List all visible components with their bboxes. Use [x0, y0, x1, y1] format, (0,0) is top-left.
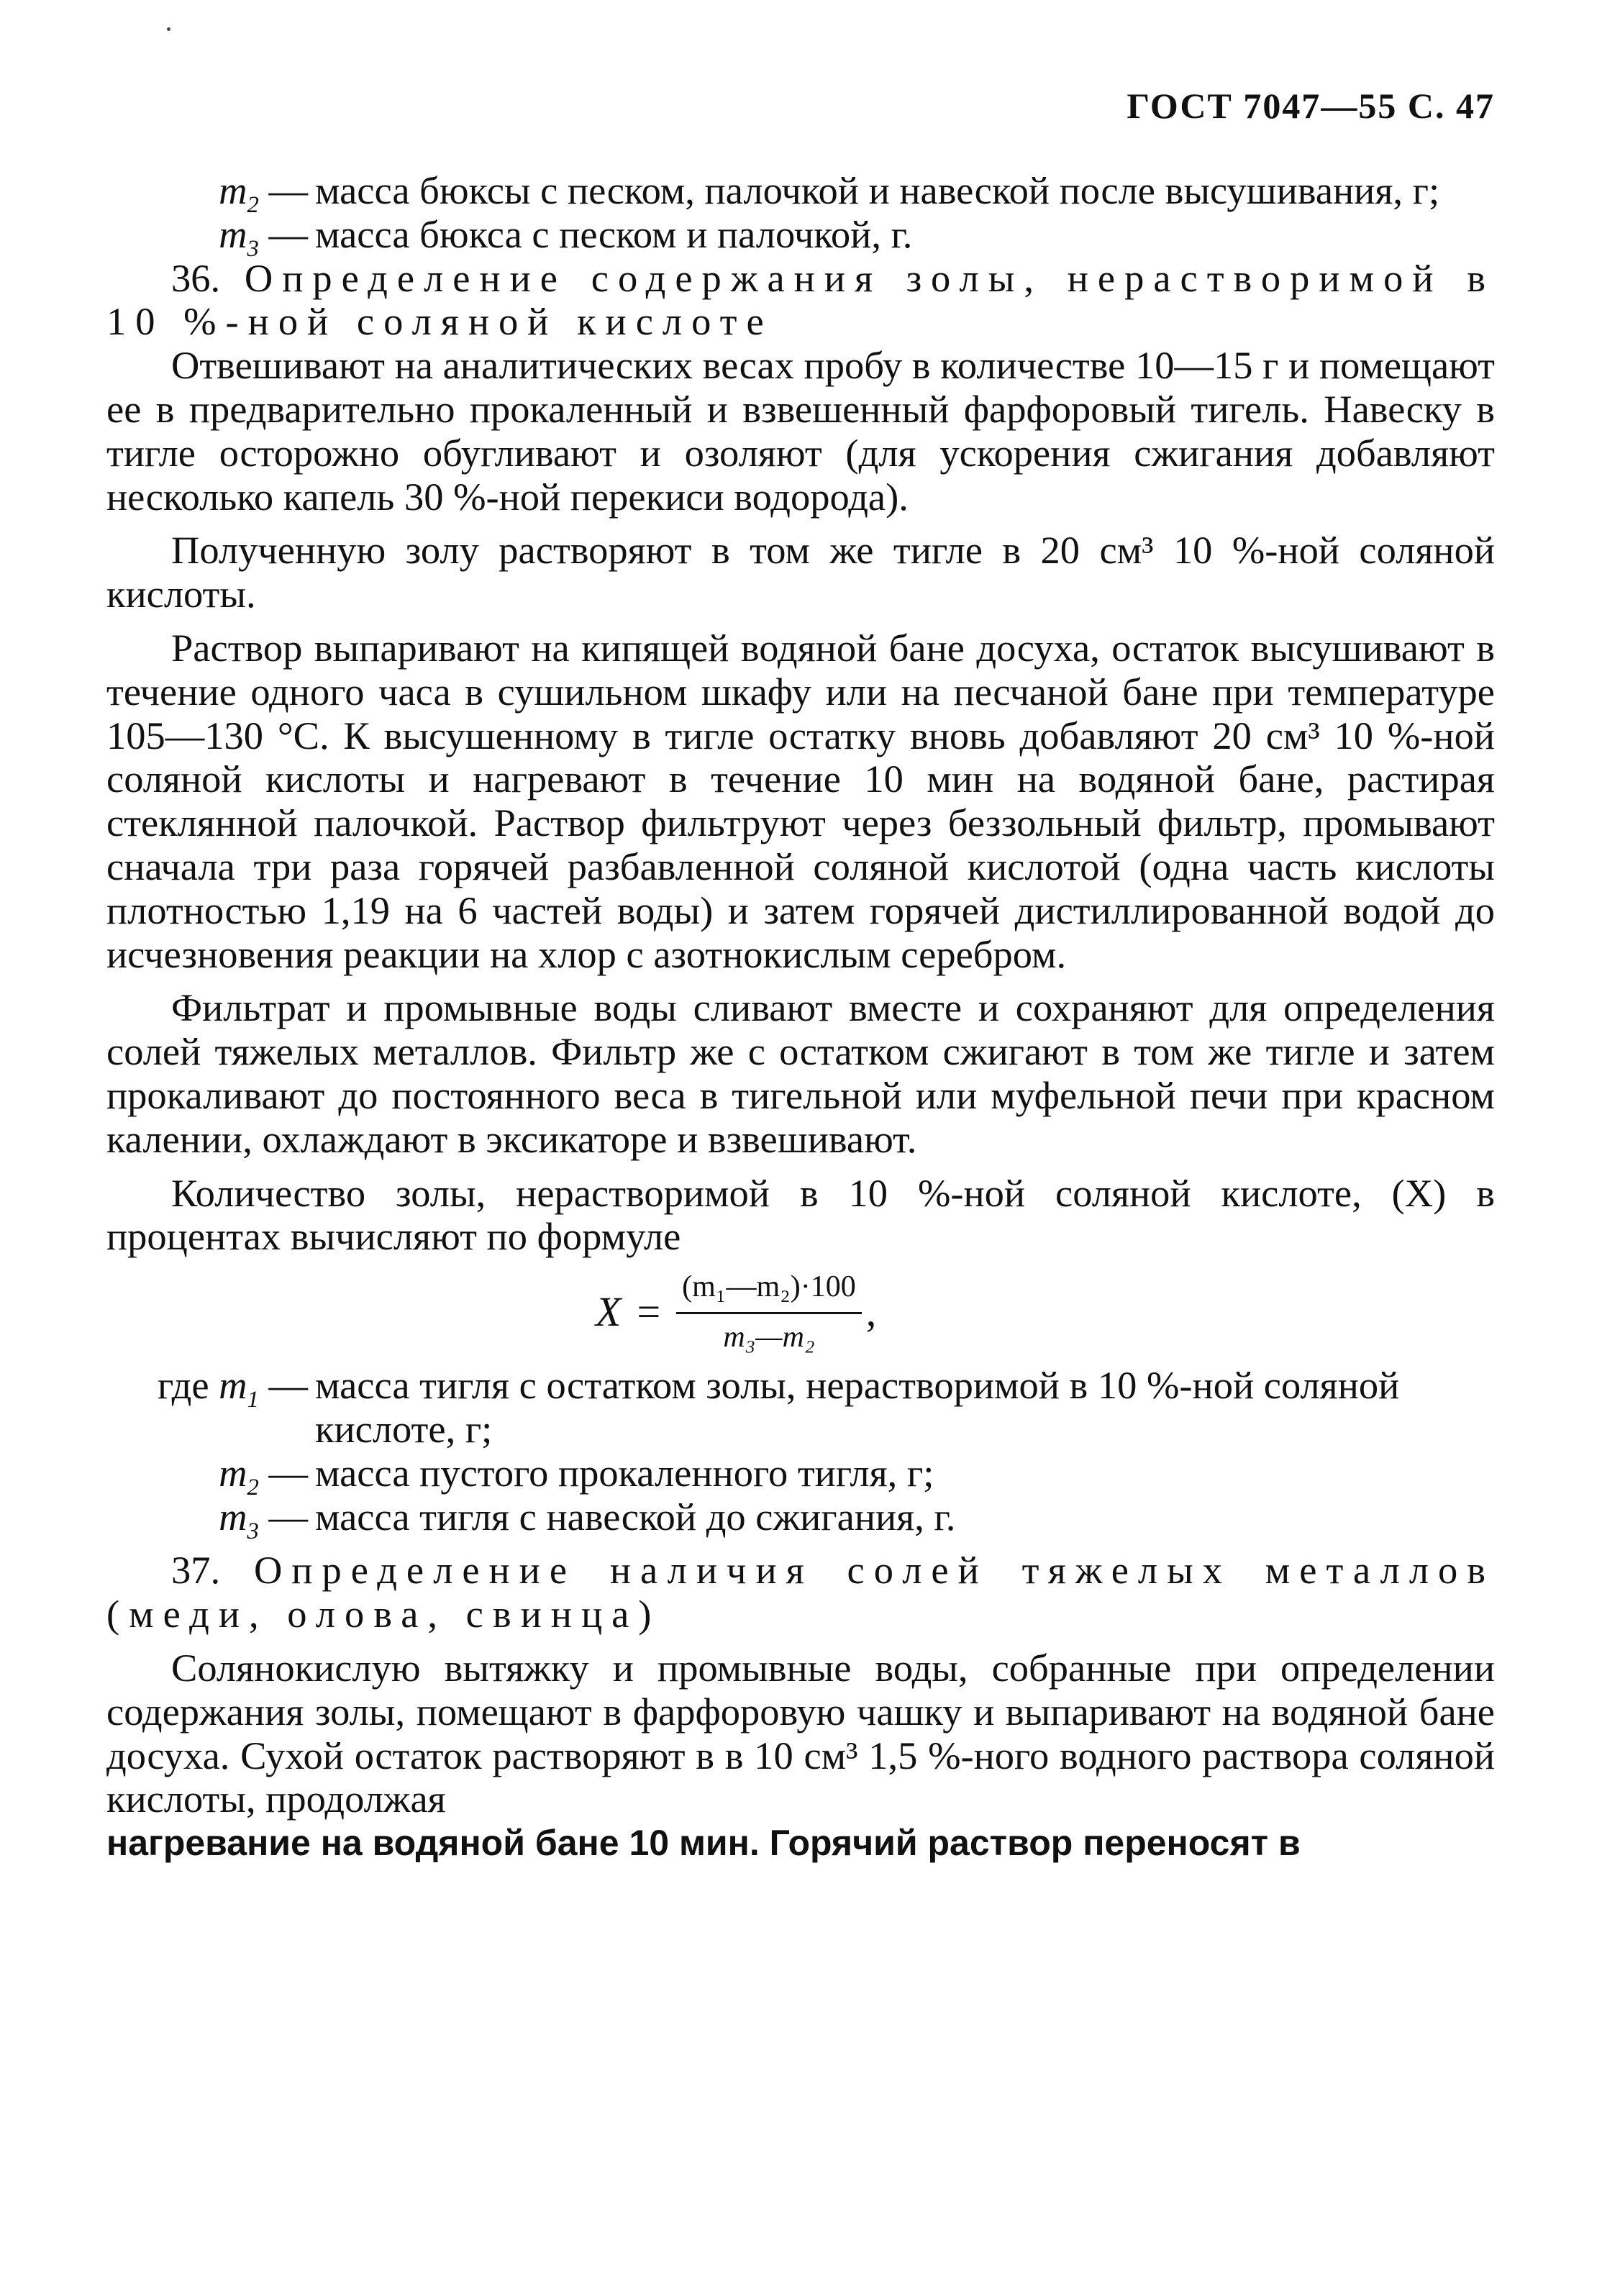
- formula-trail: ,: [865, 1288, 877, 1335]
- definition-symbol: $m_2$ —: [219, 1450, 308, 1500]
- definition-symbol: $m_2$ —: [219, 168, 308, 218]
- definition-m2: [106, 1450, 1495, 1500]
- section-36-heading: [106, 257, 1495, 345]
- paragraph: Полученную золу растворяют в том же тигле в 20 см³ 10 %-ной соляной кислоты.: [106, 528, 1495, 616]
- document-body: [106, 169, 1495, 1865]
- definition-m3-top: [106, 211, 1495, 262]
- section-title: Определение наличия солей тяжелых металлов (меди, олова, свинца): [106, 1548, 1496, 1636]
- paragraph: Количество золы, нерастворимой в 10 %-ной соляной кислоте, (X) в процентах вычисляют по формуле: [106, 1170, 1495, 1259]
- definition-text: масса бюкса с песком и палочкой, г.: [315, 211, 913, 256]
- definition-symbol: где $m_1$ —: [157, 1363, 308, 1413]
- paragraph-last-line: нагревание на водяной бане 10 мин. Горячий раствор переносят в: [106, 1823, 1301, 1864]
- definition-text: масса тигля с навеской до сжигания, г.: [315, 1494, 956, 1539]
- formula-denominator: m₃—m₂: [723, 1320, 815, 1354]
- definition-m1: [106, 1364, 1495, 1452]
- paragraph: Отвешивают на аналитических весах пробу в количестве 10—15 г и помещают ее в предварительно прокаленный и взвешенный фарфоровый тигель. Навеску в тигле осторожно обугливают и озоляют (для ускорения сжигания добавляют несколько капель 30 %-ной перекиси водорода).: [106, 343, 1495, 519]
- formula-fraction: [676, 1265, 862, 1359]
- paragraph: Фильтрат и промывные воды сливают вместе и сохраняют для определения солей тяжелых металлов. Фильтр же с остатком сжигают в том же тигле и затем прокаливают до постоянного веса в тигельной или муфельной печи при красном калении, охлаждают в эксикаторе и взвешивают.: [106, 985, 1495, 1161]
- formula-equals: =: [637, 1288, 661, 1335]
- definition-text: масса пустого прокаленного тигля, г;: [315, 1450, 934, 1495]
- section-number: 37.: [171, 1548, 221, 1593]
- section-37-heading: [106, 1549, 1495, 1636]
- definition-text: масса тигля с остатком золы, нерастворимой в 10 %-ной соляной кислоте, г;: [315, 1363, 1400, 1451]
- section-number: 36.: [171, 255, 221, 300]
- section-title: Определение содержания золы, нерастворимой в 10 %-ной соляной кислоте: [106, 255, 1495, 344]
- document-page: [106, 0, 1495, 2296]
- definition-symbol: $m_3$ —: [219, 1494, 308, 1544]
- paragraph: Солянокислую вытяжку и промывные воды, собранные при определении содержания золы, помещают в фарфоровую чашку и выпаривают на водяной бане досуха. Сухой остаток растворяют в в 10 см³ 1,5 %-ного водного раствора соляной кислоты, продолжая: [106, 1645, 1495, 1821]
- definition-symbol: $m_3$ —: [219, 211, 308, 262]
- formula-lhs: X: [596, 1288, 622, 1335]
- formula-block: [106, 1263, 1495, 1361]
- formula-numerator: (m₁—m₂)·100: [676, 1265, 862, 1314]
- definition-m3: [106, 1494, 1495, 1544]
- definition-m2-top: [106, 168, 1495, 218]
- formula: [596, 1263, 876, 1361]
- definition-text: масса бюксы с песком, палочкой и навеской после высушивания, г;: [315, 168, 1440, 212]
- paragraph: Раствор выпаривают на кипящей водяной бане досуха, остаток высушивают в течение одного часа в сушильном шкафу или на песчаной бане при температуре 105—130 °С. К высушенному в тигле остатку вновь добавляют 20 см³ 10 %-ной соляной кислоты и нагревают в течение 10 мин на водяной бане, растирая стеклянной палочкой. Раствор фильтруют через беззольный фильтр, промывают сначала три раза горячей разбавленной соляной кислотой (одна часть кислоты плотностью 1,19 на 6 частей воды) и затем горячей дистиллированной водой до исчезновения реакции на хлор с азотнокислым серебром.: [106, 625, 1495, 976]
- page-header: ГОСТ 7047—55 С. 47: [1127, 86, 1495, 126]
